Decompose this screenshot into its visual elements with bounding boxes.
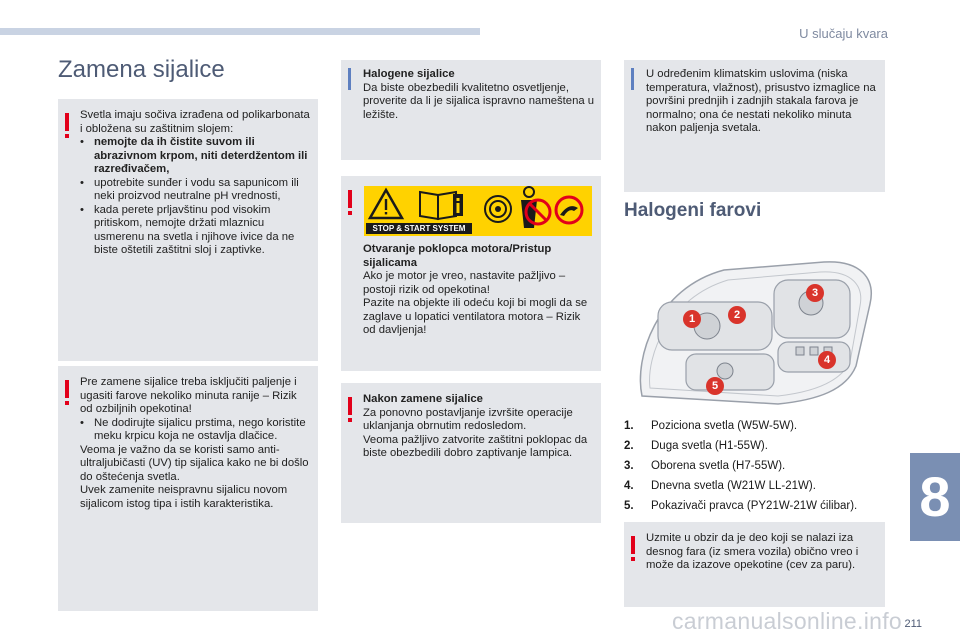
warning-icon-dot	[65, 401, 69, 405]
stop-start-label: STOP & START SYSTEM	[366, 223, 472, 234]
warning-icon-dot	[65, 134, 69, 138]
warning-icon	[348, 190, 352, 208]
warning-icon	[65, 380, 69, 398]
warning-box-before-replacement	[58, 366, 318, 611]
headlamp-diagram	[628, 258, 890, 410]
before-replacement-text-1: Pre zamene sijalice treba isključiti paljenje i ugasiti farove nekoliko minuta ranije – Rizik od ozbiljnih opekotina!	[80, 376, 297, 415]
bulb-list	[624, 416, 857, 516]
warning-icon	[65, 113, 69, 131]
list-item: 4. Dnevna svetla (W21W LL-21W).	[624, 480, 816, 492]
lens-care-bullet-1: • nemojte da ih čistite suvom ili abrazivnom krpom, niti deterdžentom ili razređivačem,	[80, 136, 312, 177]
condensation-text: U određenim klimatskim uslovima (niska temperatura, vlažnost), prisustvo izmaglice na površini prednjih i zadnjih stakala farova je normalno; ona će nestati nekoliko minuta nakon paljenja svetala.	[646, 68, 876, 134]
callout-1: 1	[683, 310, 701, 328]
list-item: 2. Duga svetla (H1-55W).	[624, 440, 768, 452]
warning-icon-dot	[631, 557, 635, 561]
bonnet-text-1: Ako je motor je vreo, nastavite pažljivo – postoji rizik od opekotina!	[363, 270, 566, 296]
section-label: U slučaju kvara	[799, 26, 888, 41]
list-item: 1. Poziciona svetla (W5W-5W).	[624, 420, 798, 432]
before-replacement-bullet: • Ne dodirujte sijalicu prstima, nego koristite meku krpicu koja ne ostavlja dlačice.	[80, 417, 312, 444]
info-icon	[631, 68, 634, 90]
after-replacement-title: Nakon zamene sijalice	[363, 393, 483, 405]
watermark: carmanualsonline.info	[671, 608, 902, 634]
warning-icon-dot	[348, 418, 352, 422]
lens-care-bullet-2: • upotrebite sunđer i vodu sa sapunicom ili neki proizvod neutralne pH vrednosti,	[80, 177, 312, 204]
chapter-tab: 8	[910, 453, 960, 541]
warning-icon-dot	[348, 211, 352, 215]
list-item: 5. Pokazivači pravca (PY21W-21W ćilibar).	[624, 500, 858, 512]
warning-box-lens-care	[58, 99, 318, 361]
bonnet-text-2: Pazite na objekte ili odeću koji bi mogli da se zaglave u lopatici ventilatora motora – Rizik od davljenja!	[363, 297, 588, 336]
halogen-text: Da biste obezbedili kvalitetno osvetljenje, proverite da li je sijalica ispravno nameštena u ležište.	[363, 81, 595, 121]
hot-pipe-text: Uzmite u obzir da je deo koji se nalazi iza desnog fara (iz smera vozila) obično vreo i može da izazove opekotine (cev za paru).	[646, 532, 859, 571]
info-box-condensation	[624, 60, 885, 192]
warning-icon	[348, 397, 352, 415]
page-number: 211	[904, 618, 922, 630]
page-title: Zamena sijalice	[58, 56, 225, 83]
info-box-halogen	[341, 60, 601, 160]
section-heading: Halogeni farovi	[624, 200, 762, 221]
callout-4: 4	[818, 351, 836, 369]
callout-2: 2	[728, 306, 746, 324]
halogen-title: Halogene sijalice	[363, 68, 455, 80]
after-replacement-text-2: Veoma pažljivo zatvorite zaštitni poklopac da biste obezbedili dobro zaptivanje lampica.	[363, 433, 588, 459]
lens-care-bullet-3: • kada perete prljavštinu pod visokim pritiskom, nemojte držati mlaznicu usmerenu na svetla i njihove ivice da ne biste oštetili zaštitni sloj i zaptivke.	[80, 204, 312, 258]
before-replacement-text-2: Veoma je važno da se koristi samo anti-ultraljubičasti (UV) tip sijalica kako ne bi došlo do oštećenja svetla.	[80, 443, 309, 483]
warning-box-after-replacement	[341, 383, 601, 523]
header-bar	[0, 28, 480, 35]
list-item: 3. Oborena svetla (H7-55W).	[624, 460, 786, 472]
warning-icon	[631, 536, 635, 554]
info-icon	[348, 68, 351, 90]
warning-box-hot-pipe	[624, 522, 885, 607]
callout-5: 5	[706, 377, 724, 395]
lens-care-intro: Svetla imaju sočiva izrađena od polikarbonata i obložena su zaštitnim slojem:	[80, 109, 310, 135]
after-replacement-text-1: Za ponovno postavljanje izvršite operacije uklanjanja obrnutim redosledom.	[363, 406, 573, 432]
bonnet-title: Otvaranje poklopca motora/Pristup sijalicama	[363, 243, 552, 269]
callout-3: 3	[806, 284, 824, 302]
before-replacement-text-3: Uvek zamenite neispravnu sijalicu novom sijalicom istog tipa i istih karakteristika.	[80, 484, 288, 510]
